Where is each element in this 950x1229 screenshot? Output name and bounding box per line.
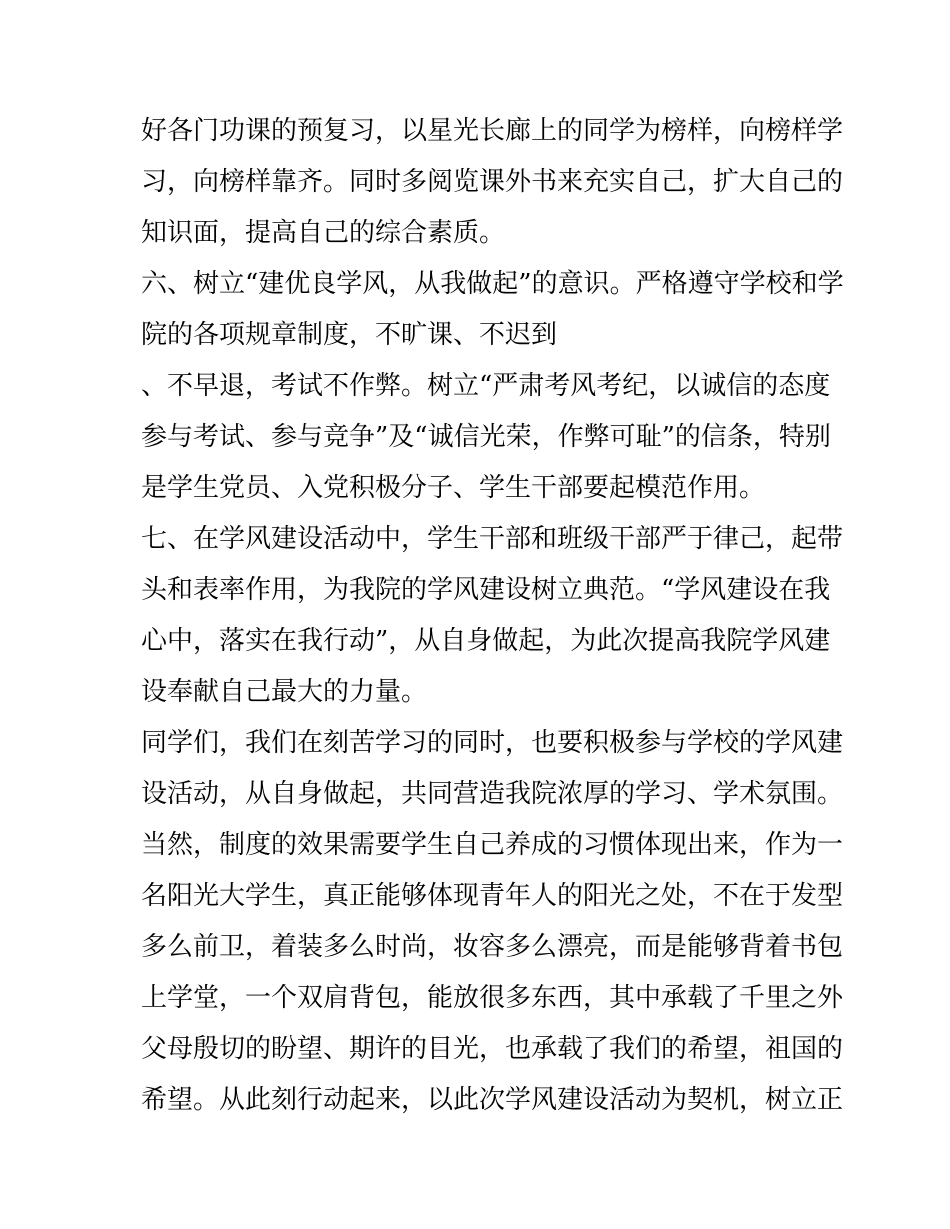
text-line: 希望。从此刻行动起来，以此次学风建设活动为契机，树立正: [141, 1085, 844, 1115]
text-line: 多么前卫，着装多么时尚，妆容多么漂亮，而是能够背着书包: [141, 932, 844, 962]
text-line: 设活动，从自身做起，共同营造我院浓厚的学习、学术氛围。: [141, 779, 844, 809]
text-line: 知识面，提高自己的综合素质。: [141, 218, 506, 248]
text-line: 习，向榜样靠齐。同时多阅览课外书来充实自己，扩大自己的: [141, 167, 844, 197]
document-body: [141, 106, 844, 1126]
text-line: 名阳光大学生，真正能够体现青年人的阳光之处，不在于发型: [141, 881, 844, 911]
text-line: 是学生党员、入党积极分子、学生干部要起模范作用。: [141, 473, 766, 503]
text-line: 七、在学风建设活动中，学生干部和班级干部严于律己，起带: [141, 524, 844, 554]
text-line: 当然，制度的效果需要学生自己养成的习惯体现出来，作为一: [141, 830, 844, 860]
text-line: 头和表率作用，为我院的学风建设树立典范。“学风建设在我: [141, 575, 831, 605]
text-line: 六、树立“建优良学风，从我做起”的意识。严格遵守学校和学: [141, 269, 844, 299]
text-line: 同学们，我们在刻苦学习的同时，也要积极参与学校的学风建: [141, 728, 844, 758]
text-line: 好各门功课的预复习，以星光长廊上的同学为榜样，向榜样学: [141, 116, 844, 146]
text-line: 心中，落实在我行动”，从自身做起，为此次提高我院学风建: [141, 626, 831, 656]
text-line: 院的各项规章制度，不旷课、不迟到: [141, 320, 558, 350]
text-line: 设奉献自己最大的力量。: [141, 677, 428, 707]
text-line: 、不早退，考试不作弊。树立“严肃考风考纪，以诚信的态度: [141, 371, 831, 401]
text-line: 上学堂，一个双肩背包，能放很多东西，其中承载了千里之外: [141, 983, 844, 1013]
text-line: 参与考试、参与竞争”及“诚信光荣，作弊可耻”的信条，特别: [141, 422, 831, 452]
text-line: 父母殷切的盼望、期许的目光，也承载了我们的希望，祖国的: [141, 1034, 844, 1064]
